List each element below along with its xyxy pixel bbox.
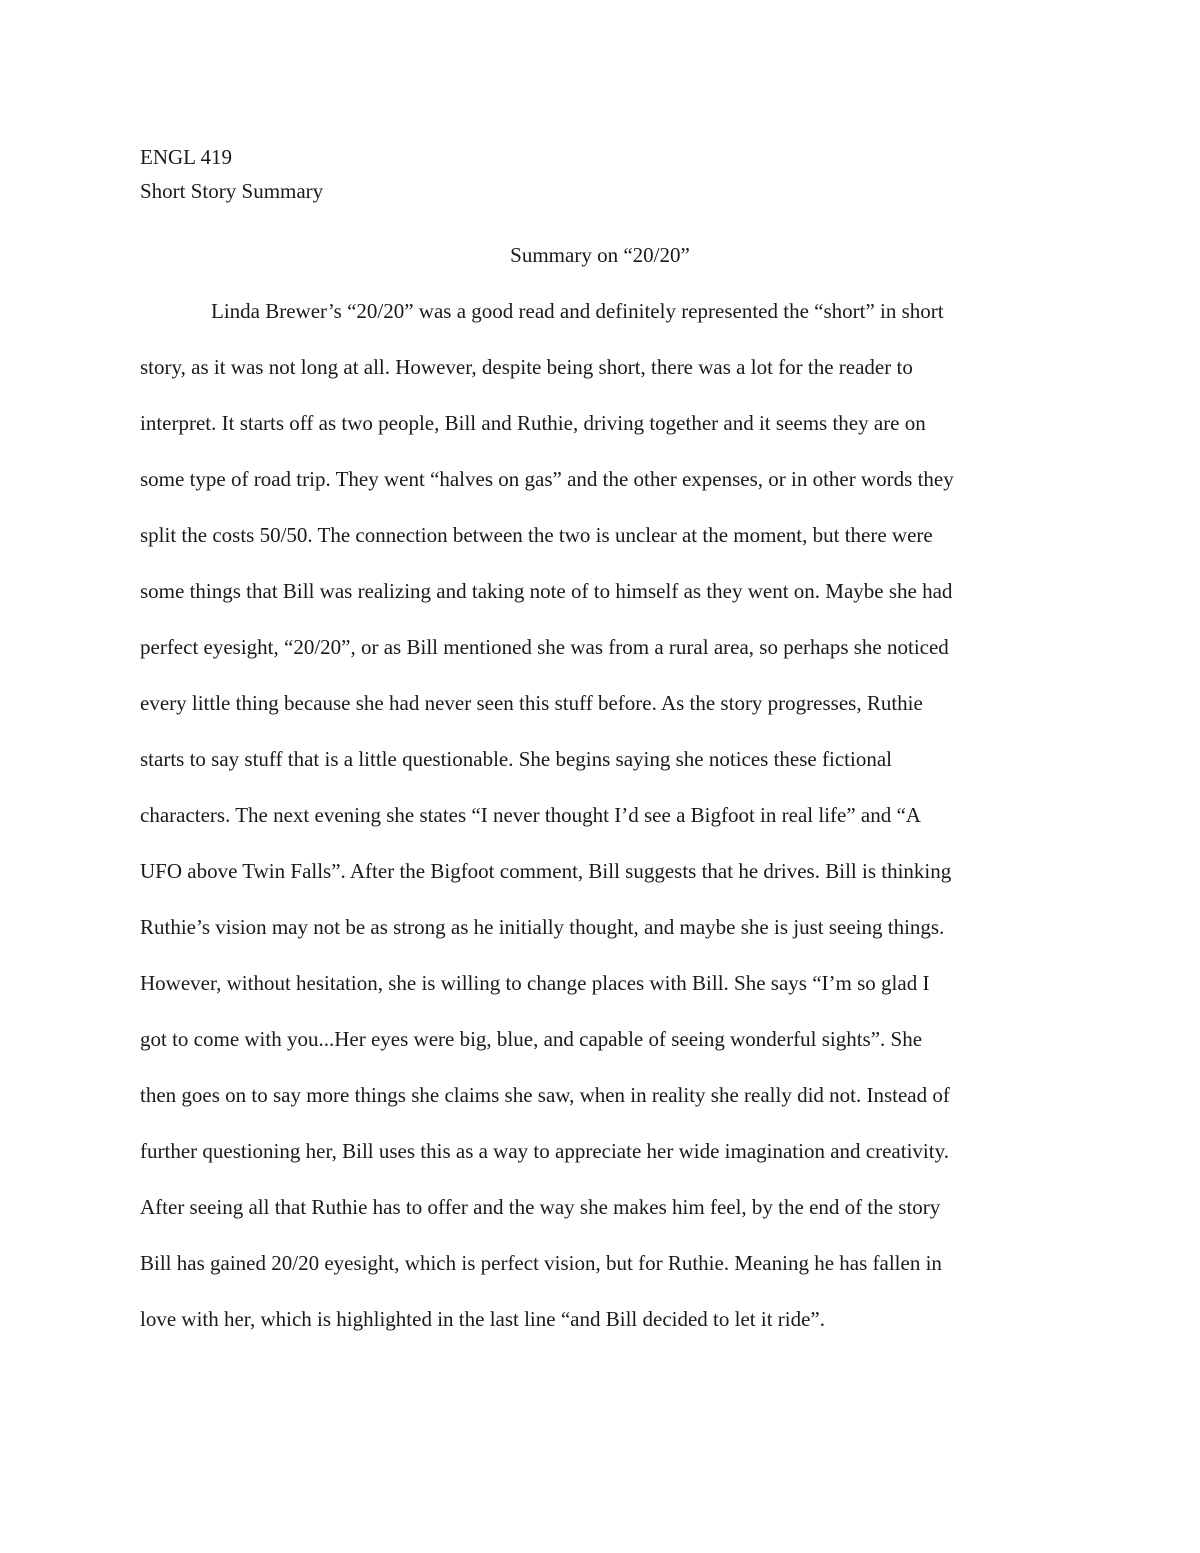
- paragraph-line: UFO above Twin Falls”. After the Bigfoot comment, Bill suggests that he drives. Bill is thinking: [140, 859, 952, 883]
- paragraph-line: Bill has gained 20/20 eyesight, which is perfect vision, but for Ruthie. Meaning he has fallen in: [140, 1251, 942, 1275]
- paragraph-line: Linda Brewer’s “20/20” was a good read and definitely represented the “short” in short: [211, 299, 944, 323]
- paragraph-line: characters. The next evening she states “I never thought I’d see a Bigfoot in real life” and “A: [140, 803, 921, 827]
- paragraph-line: then goes on to say more things she claims she saw, when in reality she really did not. Instead of: [140, 1083, 950, 1107]
- paragraph-line: every little thing because she had never seen this stuff before. As the story progresses, Ruthie: [140, 691, 923, 715]
- paragraph-line: After seeing all that Ruthie has to offer and the way she makes him feel, by the end of the story: [140, 1195, 941, 1219]
- paragraph-line: starts to say stuff that is a little questionable. She begins saying she notices these fictional: [140, 747, 892, 771]
- paragraph-line: story, as it was not long at all. However, despite being short, there was a lot for the reader to: [140, 355, 913, 379]
- course-code: ENGL 419: [140, 145, 232, 169]
- paragraph-line: love with her, which is highlighted in the last line “and Bill decided to let it ride”.: [140, 1307, 826, 1331]
- paragraph-line: some type of road trip. They went “halves on gas” and the other expenses, or in other words they: [140, 467, 954, 491]
- paragraph-line: further questioning her, Bill uses this as a way to appreciate her wide imagination and creativity.: [140, 1139, 949, 1163]
- paragraph-line: split the costs 50/50. The connection between the two is unclear at the moment, but there were: [140, 523, 933, 547]
- paragraph-line: got to come with you...Her eyes were big, blue, and capable of seeing wonderful sights”. She: [140, 1027, 923, 1051]
- paragraph-line: Ruthie’s vision may not be as strong as he initially thought, and maybe she is just seeing things.: [140, 915, 945, 939]
- document-title: Summary on “20/20”: [510, 243, 690, 267]
- paragraph-line: perfect eyesight, “20/20”, or as Bill mentioned she was from a rural area, so perhaps she noticed: [140, 635, 949, 659]
- paragraph-line: However, without hesitation, she is willing to change places with Bill. She says “I’m so glad I: [140, 971, 930, 995]
- paragraph-line: some things that Bill was realizing and taking note of to himself as they went on. Maybe she had: [140, 579, 953, 603]
- assignment-name: Short Story Summary: [140, 179, 324, 203]
- paragraph-line: interpret. It starts off as two people, Bill and Ruthie, driving together and it seems they are on: [140, 411, 926, 435]
